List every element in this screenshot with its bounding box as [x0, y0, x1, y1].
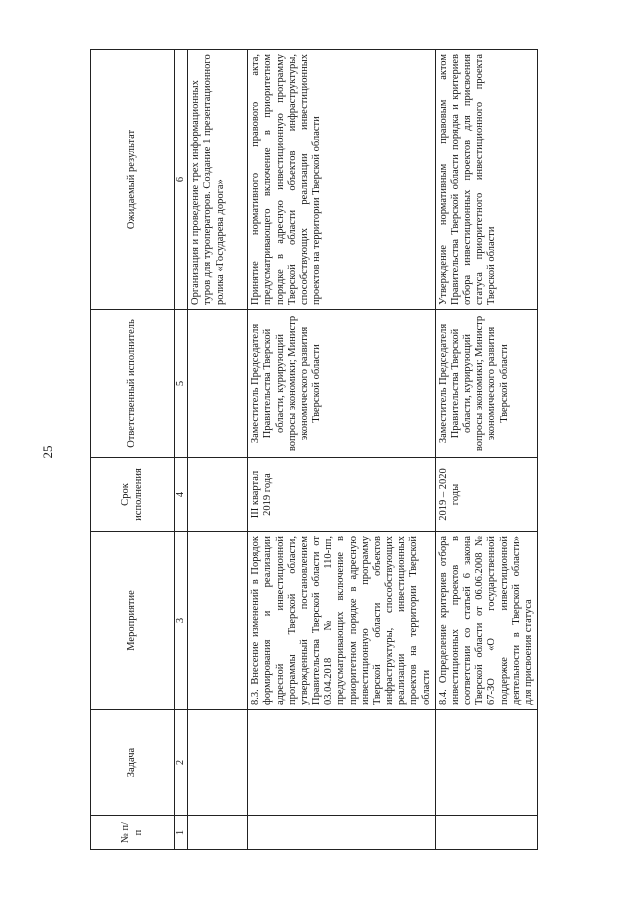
header-result: Ожидаемый результат — [91, 50, 175, 310]
cell-executor — [188, 310, 248, 458]
column-number: 6 — [175, 50, 188, 310]
header-term: Срок исполнения — [91, 458, 175, 532]
cell-term — [188, 458, 248, 532]
cell-result: Организация и проведение трех информационных туров для туроператоров. Создание 1 презентационного ролика «Государева дорога» — [188, 50, 248, 310]
cell-term: III квартал 2019 года — [248, 458, 436, 532]
cell-num — [248, 816, 436, 850]
header-measure: Мероприятие — [91, 532, 175, 710]
column-number: 1 — [175, 816, 188, 850]
cell-term: 2019 – 2020 годы — [435, 458, 537, 532]
column-number: 4 — [175, 458, 188, 532]
column-number: 2 — [175, 710, 188, 816]
cell-measure — [188, 532, 248, 710]
cell-result: Утверждение нормативным правовым актом Правительства Тверской области порядка и критериев отбора инвестиционных проектов для присвоения статуса приоритетного инвестиционного проекта Тверской области — [435, 50, 537, 310]
table-header-row — [91, 50, 175, 850]
page-number: 25 — [40, 445, 55, 459]
cell-executor: Заместитель Председателя Правительства Тверской области, курирующий вопросы экономики; Министр экономического развития Тверской области — [248, 310, 436, 458]
header-num: № п/п — [91, 816, 175, 850]
cell-task — [188, 710, 248, 816]
cell-task — [435, 710, 537, 816]
cell-result: Принятие нормативного правового акта, предусматривающего включение в приоритетном порядке в адресную инвестиционную программу Тверской области объектов инфраструктуры, способствующих реализации инвестиционных проектов на территории Тверской области — [248, 50, 436, 310]
table-row — [248, 50, 436, 850]
table-row — [188, 50, 248, 850]
cell-executor: Заместитель Председателя Правительства Тверской области, курирующий вопросы экономики; Министр экономического развития Тверской области — [435, 310, 537, 458]
header-executor: Ответственный исполнитель — [91, 310, 175, 458]
cell-task — [248, 710, 436, 816]
cell-num — [435, 816, 537, 850]
rotated-table-wrapper — [90, 50, 590, 850]
cell-measure: 8.4. Определение критериев отбора инвестиционных проектов в соответствии со статьей 6 закона Тверской области от 06.06.2008 № 67-ЗО «О государственной поддержке инвестиционной деятельности в Тверской области» для присвоения статуса — [435, 532, 537, 710]
cell-num — [188, 816, 248, 850]
plan-table — [90, 49, 538, 850]
column-number: 3 — [175, 532, 188, 710]
cell-measure: 8.3. Внесение изменений в Порядок формирования и реализации адресной инвестиционной программы Тверской области, утвержденный постановлением Правительства Тверской области от 03.04.2018 № 110-пп, предусматривающих включение в приоритетном порядке в адресную инвестиционную программу Тверской области объектов инфраструктуры, способствующих реализации инвестиционных проектов на территории Тверской области — [248, 532, 436, 710]
column-number-row — [175, 50, 188, 850]
table-row — [435, 50, 537, 850]
column-number: 5 — [175, 310, 188, 458]
header-task: Задача — [91, 710, 175, 816]
